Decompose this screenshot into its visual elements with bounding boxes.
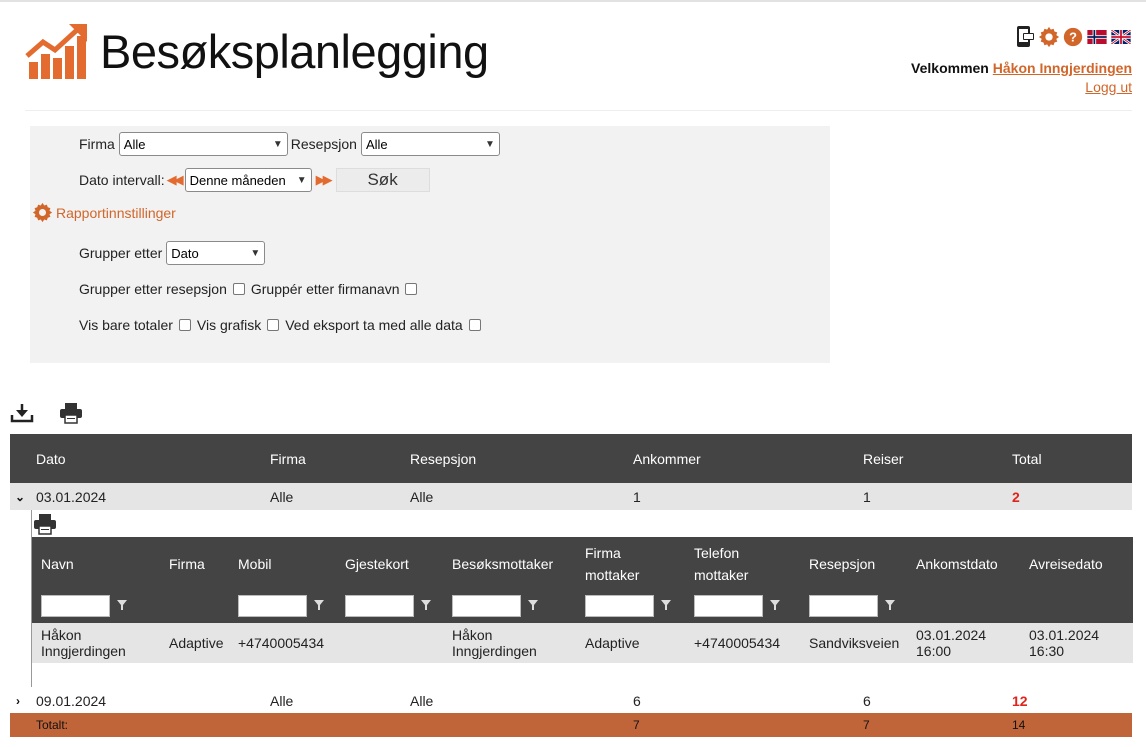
previous-period-icon[interactable]: ◀◀ bbox=[166, 172, 181, 187]
group-by-select[interactable] bbox=[166, 241, 265, 265]
cell-resepsjon: Sandviksveien bbox=[809, 635, 900, 651]
filter-icon[interactable] bbox=[420, 599, 432, 611]
col-resepsjon[interactable]: Resepsjon bbox=[410, 450, 477, 467]
firma-select[interactable] bbox=[119, 132, 288, 156]
only-totals-checkbox[interactable] bbox=[179, 319, 191, 331]
group-dato: 09.01.2024 bbox=[36, 692, 107, 709]
show-graph-label: Vis grafisk bbox=[196, 317, 262, 333]
filter-mobil-input[interactable] bbox=[238, 595, 307, 617]
chevron-down-icon: ▼ bbox=[296, 174, 307, 186]
filter-icon[interactable] bbox=[660, 599, 672, 611]
group-total: 12 bbox=[1012, 692, 1028, 709]
cell-ankomstdato: 03.01.2024 16:00 bbox=[916, 627, 987, 659]
filter-besoksmottaker-input[interactable] bbox=[452, 595, 521, 617]
svg-text:?: ? bbox=[1069, 29, 1077, 45]
group-resepsjon: Alle bbox=[410, 692, 434, 709]
dcol-avreisedato[interactable]: Avreisedato bbox=[1029, 555, 1103, 572]
filter-icon[interactable] bbox=[769, 599, 781, 611]
totals-total: 14 bbox=[1012, 718, 1026, 732]
device-icon[interactable] bbox=[1014, 25, 1036, 49]
filter-row bbox=[32, 590, 1133, 623]
report-table-header bbox=[10, 434, 1132, 483]
chevron-down-icon: ▼ bbox=[272, 138, 283, 150]
group-firmanavn-checkbox[interactable] bbox=[405, 283, 417, 295]
welcome-text bbox=[911, 60, 1132, 76]
download-icon[interactable] bbox=[10, 403, 34, 423]
group-firma: Alle bbox=[270, 488, 294, 505]
header-icons bbox=[1014, 25, 1132, 49]
filter-telefon-mottaker-input[interactable] bbox=[694, 595, 763, 617]
export-all-label: Ved eksport ta med alle data bbox=[285, 317, 463, 333]
totals-row bbox=[10, 713, 1132, 737]
cell-mobil: +4740005434 bbox=[238, 635, 325, 651]
dcol-gjestekort[interactable]: Gjestekort bbox=[345, 555, 409, 572]
show-graph-checkbox[interactable] bbox=[267, 319, 279, 331]
dcol-mobil[interactable]: Mobil bbox=[238, 555, 272, 572]
filter-resepsjon-input[interactable] bbox=[809, 595, 878, 617]
top-border bbox=[0, 0, 1146, 2]
print-icon[interactable] bbox=[59, 402, 83, 424]
report-settings-link[interactable]: Rapportinnstillinger bbox=[56, 204, 176, 221]
cell-avreisedato: 03.01.2024 16:30 bbox=[1029, 627, 1100, 659]
group-by-select-value: Dato bbox=[171, 245, 199, 261]
firma-select-value: Alle bbox=[123, 136, 146, 152]
help-icon[interactable] bbox=[1062, 25, 1084, 49]
filter-firma-mottaker-input[interactable] bbox=[585, 595, 654, 617]
group-reiser: 1 bbox=[863, 488, 871, 505]
totals-label: Totalt: bbox=[36, 718, 69, 732]
totals-ankommer: 7 bbox=[633, 718, 640, 732]
filter-icon[interactable] bbox=[884, 599, 896, 611]
cell-navn: Håkon Inngjerdingen bbox=[41, 627, 126, 659]
welcome-prefix: Velkommen bbox=[911, 60, 989, 76]
gear-icon[interactable] bbox=[1038, 25, 1060, 49]
group-by-label: Grupper etter bbox=[79, 245, 163, 261]
only-totals-label: Vis bare totaler bbox=[79, 317, 173, 333]
logout-link[interactable]: Logg ut bbox=[1085, 79, 1132, 95]
chevron-down-icon: ▼ bbox=[250, 247, 261, 259]
detail-table bbox=[31, 510, 1132, 688]
chevron-down-icon: ▼ bbox=[485, 138, 495, 150]
group-ankommer: 1 bbox=[633, 488, 641, 505]
user-name-link[interactable]: Håkon Inngjerdingen bbox=[992, 60, 1132, 76]
chevron-down-icon[interactable]: ⌄ bbox=[15, 489, 26, 504]
group-firmanavn-label: Gruppér etter firmanavn bbox=[250, 281, 400, 297]
group-reiser: 6 bbox=[863, 692, 871, 709]
col-dato[interactable]: Dato bbox=[36, 450, 66, 467]
group-row[interactable] bbox=[10, 687, 1132, 714]
filter-icon[interactable] bbox=[313, 599, 325, 611]
group-resepsjon-checkbox[interactable] bbox=[233, 283, 245, 295]
dato-label: Dato intervall: bbox=[79, 172, 165, 188]
dcol-besoksmottaker[interactable]: Besøksmottaker bbox=[452, 555, 554, 572]
group-total: 2 bbox=[1012, 488, 1020, 505]
table-row[interactable] bbox=[32, 623, 1133, 663]
dcol-ankomstdato[interactable]: Ankomstdato bbox=[916, 555, 998, 572]
norway-flag-icon[interactable] bbox=[1086, 30, 1108, 44]
uk-flag-icon[interactable] bbox=[1110, 30, 1132, 44]
dcol-navn[interactable]: Navn bbox=[41, 555, 74, 572]
dcol-telefon-mottaker[interactable]: Telefon mottaker bbox=[694, 544, 749, 583]
filter-icon[interactable] bbox=[527, 599, 539, 611]
col-reiser[interactable]: Reiser bbox=[863, 450, 904, 467]
gear-icon[interactable] bbox=[32, 202, 53, 223]
cell-besoksmottaker: Håkon Inngjerdingen bbox=[452, 627, 537, 659]
dcol-firma-mottaker[interactable]: Firma mottaker bbox=[585, 544, 640, 583]
page-title: Besøksplanlegging bbox=[100, 25, 489, 78]
filter-gjestekort-input[interactable] bbox=[345, 595, 414, 617]
resepsjon-select[interactable] bbox=[361, 132, 500, 156]
dato-select-value: Denne måneden bbox=[189, 172, 286, 188]
totals-reiser: 7 bbox=[863, 718, 870, 732]
chart-growth-icon bbox=[25, 22, 89, 80]
cell-firma: Adaptive bbox=[169, 635, 224, 651]
group-firma: Alle bbox=[270, 692, 294, 709]
app-logo bbox=[25, 22, 89, 80]
group-resepsjon-label: Grupper etter resepsjon bbox=[79, 281, 227, 297]
chevron-right-icon[interactable]: › bbox=[16, 693, 20, 708]
export-all-checkbox[interactable] bbox=[469, 319, 481, 331]
group-row[interactable] bbox=[10, 483, 1132, 510]
resepsjon-select-value: Alle bbox=[365, 136, 388, 152]
filter-icon[interactable] bbox=[116, 599, 128, 611]
resepsjon-label: Resepsjon bbox=[290, 136, 357, 152]
dcol-resepsjon[interactable]: Resepsjon bbox=[809, 555, 876, 572]
filter-navn-input[interactable] bbox=[41, 595, 110, 617]
col-firma[interactable]: Firma bbox=[270, 450, 306, 467]
group-ankommer: 6 bbox=[633, 692, 641, 709]
next-period-icon[interactable]: ▶▶ bbox=[315, 172, 330, 187]
detail-table-header bbox=[32, 537, 1133, 590]
cell-telefon-mottaker: +4740005434 bbox=[694, 635, 781, 651]
dato-select[interactable] bbox=[185, 168, 312, 192]
dcol-firma[interactable]: Firma bbox=[169, 555, 205, 572]
firma-label: Firma bbox=[79, 136, 115, 152]
group-dato: 03.01.2024 bbox=[36, 488, 107, 505]
group-resepsjon: Alle bbox=[410, 488, 434, 505]
filter-panel bbox=[30, 126, 830, 363]
col-total[interactable]: Total bbox=[1012, 450, 1042, 467]
cell-firma-mottaker: Adaptive bbox=[585, 635, 640, 651]
print-icon[interactable] bbox=[33, 513, 57, 535]
header-divider bbox=[25, 110, 1132, 111]
col-ankommer[interactable]: Ankommer bbox=[633, 450, 701, 467]
search-button[interactable]: Søk bbox=[336, 168, 430, 192]
